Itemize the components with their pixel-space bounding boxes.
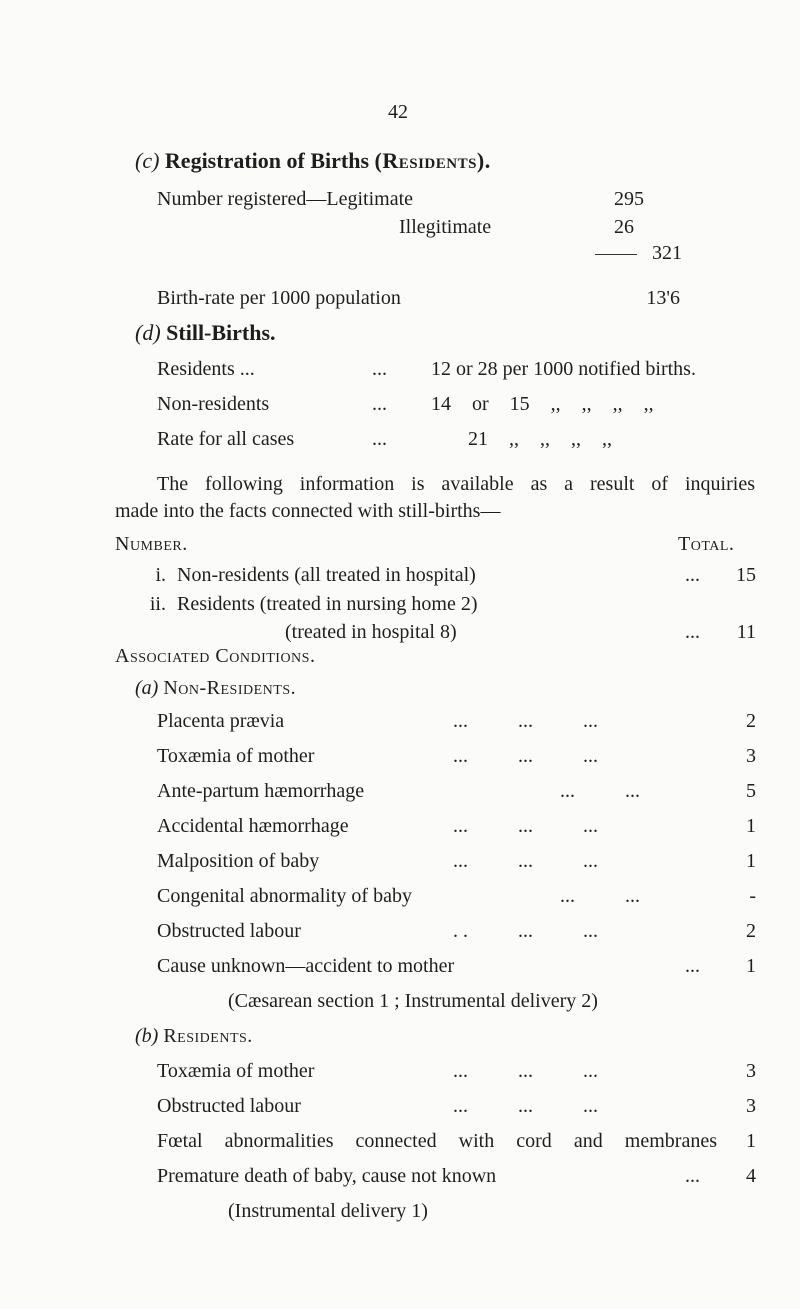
registered-label: Number registered—Legitimate — [157, 188, 414, 210]
still-birth-row-value: 12 or 28 per 1000 notified births. — [431, 358, 696, 380]
illegitimate-value: 26 — [614, 216, 634, 238]
condition-dots: ... — [685, 1165, 700, 1187]
condition-value: 3 — [746, 1095, 756, 1117]
residents-title: Residents. — [163, 1025, 253, 1047]
number-row-text: (treated in hospital 8) — [285, 621, 457, 643]
condition-dots: ... ... ... — [453, 1060, 598, 1082]
condition-value: 3 — [746, 745, 756, 767]
section-d-title: Still-Births. — [166, 320, 276, 345]
condition-label: Toxæmia of mother — [157, 745, 315, 767]
section-c-marker: (c) — [135, 148, 160, 173]
condition-label: Obstructed labour — [157, 920, 301, 942]
birth-rate-label: Birth-rate per 1000 population — [157, 287, 401, 309]
condition-dots: ... ... ... — [453, 745, 598, 767]
condition-value: 3 — [746, 1060, 756, 1082]
section-d-marker: (d) — [135, 320, 161, 345]
condition-dots: ... ... — [560, 885, 640, 907]
number-row-dots: ... — [685, 621, 700, 643]
intro-line-1: The following information is available as a result of inquiries — [157, 473, 755, 495]
condition-label: Accidental hæmorrhage — [157, 815, 349, 837]
still-birth-row-value: 14 or 15 ,, ,, ,, ,, — [431, 393, 654, 415]
total-dash — [590, 241, 630, 265]
total-header: Total. — [678, 533, 735, 555]
condition-label: Fœtal abnormalities connected with cord and membranes — [157, 1130, 717, 1152]
section-c-heading — [135, 148, 491, 174]
non-residents-heading — [135, 676, 296, 700]
number-header: Number. — [115, 533, 188, 555]
condition-label: Placenta prævia — [157, 710, 285, 732]
condition-dots: ... ... ... — [453, 815, 598, 837]
residents-marker: (b) — [135, 1025, 159, 1047]
condition-dots: ... ... ... — [453, 710, 598, 732]
condition-value: 5 — [746, 780, 756, 802]
condition-dots: ... — [685, 955, 700, 977]
condition-value: 1 — [746, 1130, 756, 1152]
still-birth-row-label: Rate for all cases — [157, 428, 295, 450]
condition-value: - — [749, 885, 756, 907]
legitimate-value: 295 — [614, 188, 644, 210]
number-row-text: Non-residents (all treated in hospital) — [177, 564, 476, 586]
still-birth-row-dots: ... — [372, 428, 387, 450]
condition-label: Congenital abnormality of baby — [157, 885, 412, 907]
number-row-marker: ii. — [149, 593, 166, 615]
residents-note: (Instrumental delivery 1) — [228, 1200, 428, 1222]
section-c-title-suffix: (Residents). — [374, 148, 491, 173]
condition-label: Premature death of baby, cause not known — [157, 1165, 497, 1187]
non-residents-title: Non-Residents. — [163, 677, 297, 699]
number-row-marker: i. — [155, 564, 166, 586]
birth-rate-value: 13'6 — [646, 287, 680, 309]
condition-label: Malposition of baby — [157, 850, 320, 872]
condition-dots: ... ... ... — [453, 850, 598, 872]
condition-value: 2 — [746, 710, 756, 732]
condition-label: Ante-partum hæmorrhage — [157, 780, 365, 802]
condition-dots: . . ... ... — [453, 920, 598, 942]
intro-line-2: made into the facts connected with still-births— — [115, 500, 501, 522]
associated-heading: Associated Conditions. — [115, 645, 316, 667]
total-rule — [595, 254, 637, 255]
condition-value: 1 — [746, 955, 756, 977]
section-d-heading — [135, 320, 276, 346]
still-birth-row-label: Residents ... — [157, 358, 255, 380]
condition-value: 4 — [746, 1165, 756, 1187]
section-c-title: Registration of Births — [164, 148, 370, 173]
condition-value: 1 — [746, 815, 756, 837]
condition-dots: ... ... — [560, 780, 640, 802]
non-residents-marker: (a) — [135, 677, 159, 699]
still-birth-row-value: 21 ,, ,, ,, ,, — [468, 428, 612, 450]
number-row-dots: ... — [685, 564, 700, 586]
number-row-value: 11 — [736, 621, 756, 643]
number-row-text: Residents (treated in nursing home 2) — [177, 593, 478, 615]
condition-value: 1 — [746, 850, 756, 872]
total-value: 321 — [652, 242, 682, 264]
number-row-value: 15 — [736, 564, 756, 586]
illegitimate-label: Illegitimate — [399, 216, 492, 238]
page-number: 42 — [388, 101, 408, 123]
condition-label: Toxæmia of mother — [157, 1060, 315, 1082]
condition-value: 2 — [746, 920, 756, 942]
condition-label: Obstructed labour — [157, 1095, 301, 1117]
condition-label: Cause unknown—accident to mother — [157, 955, 455, 977]
still-birth-row-label: Non-residents — [157, 393, 270, 415]
non-residents-note: (Cæsarean section 1 ; Instrumental delivery 2) — [228, 990, 598, 1012]
still-birth-row-dots: ... — [372, 358, 387, 380]
condition-dots: ... ... ... — [453, 1095, 598, 1117]
residents-heading — [135, 1024, 253, 1048]
still-birth-row-dots: ... — [372, 393, 387, 415]
